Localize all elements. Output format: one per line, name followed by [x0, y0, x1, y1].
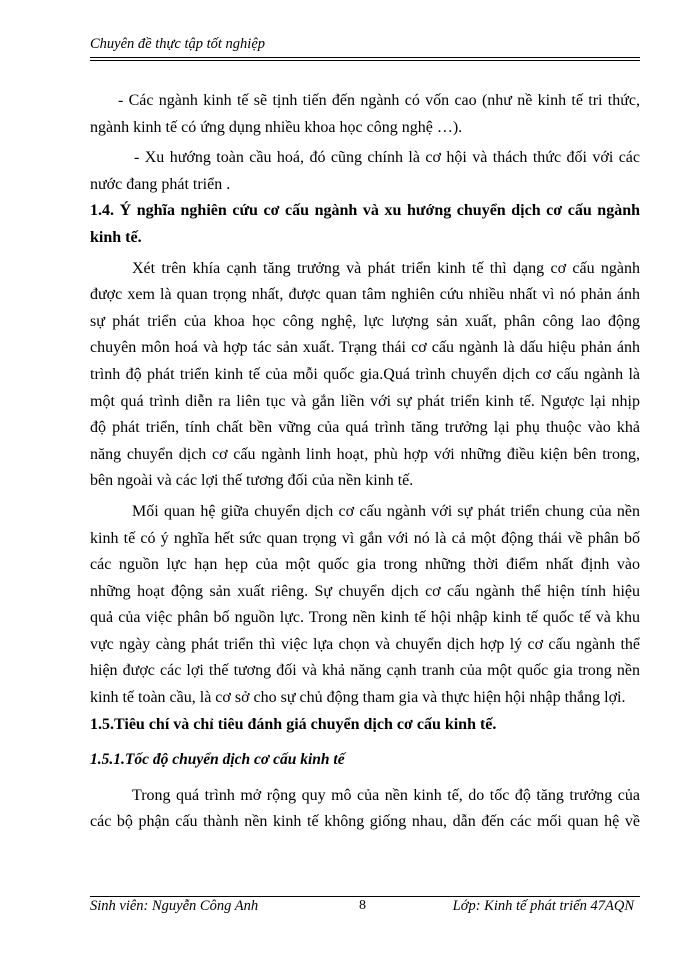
paragraph-growth-rate [90, 783, 640, 836]
text-line: độ phát triển, tính chất bền vững của quá trình tăng trưởng lại phụ thuộc vào khả [90, 419, 640, 437]
text-line: những hoạt động sản xuất riêng. Sự chuyển dịch cơ cấu ngành thể hiện tính hiệu [90, 582, 640, 600]
text-line: - Xu hướng toàn cầu hoá, đó cũng chính là cơ hội và thách thức đối với các [134, 149, 640, 167]
text-line: vực ngày càng phát triển thì việc lựa chọn và chuyển dịch hợp lý cơ cấu ngành thể [90, 635, 640, 653]
heading-line: kinh tế. [90, 228, 142, 246]
text-line: được xem là quan trọng nhất, được quan tâm nghiên cứu nhiều nhất vì nó phản ánh [90, 286, 640, 304]
class-name: Lớp: Kinh tế phát triển 47AQN [452, 898, 634, 914]
text-line: hiện được các lợi thế tương đối và khả năng cạnh tranh của một quốc gia trong nền [90, 662, 640, 680]
text-line: quả của việc phân bố nguồn lực. Trong nền kinh tế hội nhập kinh tế quốc tế và khu [90, 609, 640, 627]
text-line: Xét trên khía cạnh tăng trưởng và phát triển kinh tế thì dạng cơ cấu ngành [132, 259, 640, 277]
text-line: kinh tế có ý nghĩa hết sức quan trọng vì gắn với nó là cả một động thái về phân bố [90, 529, 640, 547]
document-body [90, 88, 640, 836]
header-divider [90, 57, 640, 61]
heading-line: 1.4. Ý nghĩa nghiên cứu cơ cấu ngành và xu hướng chuyển dịch cơ cấu ngành [90, 202, 640, 220]
text-line: trình độ phát triển kinh tế của mỗi quốc gia.Quá trình chuyển dịch cơ cấu ngành là [90, 365, 640, 383]
text-line: chuyên môn hoá và hợp tác sản xuất. Trạng thái cơ cấu ngành là dấu hiệu phản ánh [90, 339, 640, 357]
text-line: các bộ phận cấu thành nền kinh tế không giống nhau, dẫn đến các mối quan hệ về [90, 813, 640, 831]
text-line: Mối quan hệ giữa chuyển dịch cơ cấu ngành với sự phát triển chung của nền [132, 502, 640, 520]
page-header-title: Chuyên đề thực tập tốt nghiệp [90, 36, 266, 52]
paragraph-sector-shift [90, 88, 640, 141]
paragraph-globalization [90, 145, 640, 198]
heading-1-5-1: 1.5.1.Tốc độ chuyển dịch cơ cấu kinh tế [90, 751, 345, 769]
text-line: kinh tế toàn cầu, là cơ sở cho sự chủ động tham gia và thực hiện hội nhập thắng lợi. [90, 689, 626, 707]
text-line: năng chuyển dịch cơ cấu ngành linh hoạt, phù hợp với những điều kiện bên trong, [90, 445, 640, 463]
page-number: 8 [359, 898, 366, 913]
paragraph-structure-significance [90, 256, 640, 495]
paragraph-relationship [90, 499, 640, 712]
text-line: các nguồn lực hạn hẹp của một quốc gia trong những thời điểm nhất định vào [90, 556, 640, 574]
text-line: ngành kinh tế có ứng dụng nhiều khoa học công nghệ …). [90, 118, 463, 136]
text-line: sự phát triển của khoa học công nghệ, lực lượng sản xuất, phân công lao động [90, 312, 640, 330]
text-line: Trong quá trình mở rộng quy mô của nền kinh tế, do tốc độ tăng trưởng của [132, 786, 640, 804]
footer-divider [90, 896, 640, 897]
text-line: nước đang phát triển . [90, 175, 231, 193]
page-footer [90, 898, 640, 918]
student-name: Sinh viên: Nguyễn Công Anh [90, 898, 259, 914]
text-line: bên ngoài và các lợi thế tương đối của nền kinh tế. [90, 472, 414, 490]
heading-1-4 [90, 198, 640, 251]
text-line: một quá trình diễn ra liên tục và gắn liền với sự phát triển kinh tế. Ngược lại nhịp [90, 392, 640, 410]
heading-1-5: 1.5.Tiêu chí và chỉ tiêu đánh giá chuyển dịch cơ cấu kinh tế. [90, 715, 497, 733]
text-line: - Các ngành kinh tế sẽ tịnh tiến đến ngành có vốn cao (như nề kinh tế tri thức, [118, 92, 640, 109]
